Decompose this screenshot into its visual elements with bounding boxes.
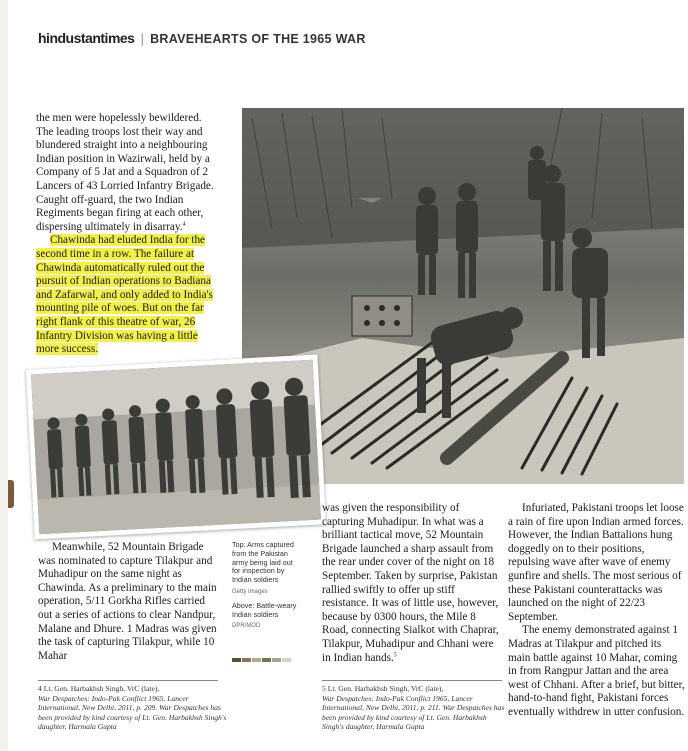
magazine-page xyxy=(8,0,688,751)
caption-above: Above: Battle-weary Indian soldiers xyxy=(232,600,297,619)
swatch-5 xyxy=(272,658,281,662)
swatch-4 xyxy=(262,658,271,662)
paragraph-1 xyxy=(36,112,216,234)
footnote-ref-4: 4 xyxy=(182,221,186,228)
section-title: BRAVEHEARTS OF THE 1965 WAR xyxy=(150,32,366,46)
highlighted-text: Chawinda had eluded India for the second time in a row. The failure at Chawinda automatically ruled out the pursuit of Indian operations to Badiana and Zafarwal, and only added to India's mounting pile of woes. But on the far right flank of this theatre of war, 26 Infantry Division was having a little more success. xyxy=(36,234,213,356)
caption-top-credit: Getty Images xyxy=(232,588,268,595)
footnote-4 xyxy=(38,684,228,732)
color-swatches xyxy=(232,658,291,662)
footnote-5-line-2: War Despatches: Indo-Pak Conflict 1965, Lancer International, New Delhi, 2011, p. 211. War Despatches has been provided by kind courtesy of Lt. Gen. Harbakhsh Singh's daughter, Harmala Gupta xyxy=(322,693,505,732)
brand-logo xyxy=(38,30,134,46)
column-left-top xyxy=(36,112,216,357)
caption-top: Top: Arms captured from the Pakistan army being laid out for inspection by Indian soldiers xyxy=(232,540,294,585)
footnote-4-line-2: War Despatches: Indo-Pak Conflict 1965, Lancer International, New Delhi, 2011, p. 209. War Despatches has been provided by kind courtesy of Lt. Gen. Harbakhsh Singh's daughter, Harmala Gupta xyxy=(38,693,227,732)
column-3-text: was given the responsibility of capturing Muhadipur. In what was a brilliant tactical move, 52 Mountain Brigade launched a sharp assault from the rear under cover of the night on 18 September. Taken by surprise, Pakistan rallied swiftly to offer up stiff resistance. It was of little use, however, because by 0300 hours, the Mile 8 Road, connecting Sialkot with Chaprar, Tilakpur, Muhadipur and Chhani were in Indian hands. xyxy=(322,502,499,664)
column-3-paragraph xyxy=(322,502,502,665)
paragraph-2 xyxy=(36,234,216,356)
photo-caption xyxy=(232,541,300,631)
page-edge-tab xyxy=(8,480,14,508)
swatch-1 xyxy=(232,658,241,662)
swatch-3 xyxy=(252,658,261,662)
column-4-paragraph-1: Infuriated, Pakistani troops let loose a rain of fire upon Indian armed forces. However, the Indian Battalions hung doggedly on to their positions, repulsing wave after wave of enemy gunfire and shells. The most serious of these Pakistani counterattacks was launched on the night of 22/23 September. xyxy=(508,502,684,623)
photo-battle-weary-soldiers-image xyxy=(31,360,321,535)
swatch-2 xyxy=(242,658,251,662)
footnote-rule-right xyxy=(322,680,502,681)
caption-above-credit: DPR/MOD xyxy=(232,623,261,630)
footnote-5 xyxy=(322,684,506,732)
column-1-bottom xyxy=(38,541,218,663)
photo-battle-weary-soldiers xyxy=(26,354,326,539)
paragraph-1-text: the men were hopelessly bewildered. The leading troops lost their way and blundered straight into a neighbouring Indian position in Wazirwali, held by a Company of 5 Jat and a Squadron of 2 Lancers of 43 Lorried Infantry Brigade. Caught off-guard, the two Indian Regiments began firing at each other, dispersing ultimately in disarray. xyxy=(36,112,214,233)
column-4-paragraph-2: The enemy demonstrated against 1 Madras at Tilakpur and pitched its main battle against 10 Mahar, coming in from Rangpur Jattan and the area west of Chhani. After a brief, but bitter, hand-to-hand fight, Pakistani forces eventually withdrew in utter confusion. xyxy=(508,624,685,718)
header-separator: | xyxy=(140,30,145,46)
footnote-ref-5: 5 xyxy=(393,651,397,658)
footnote-5-line-1: 5 Lt. Gen. Harbakhsh Singh, VrC (late), xyxy=(322,684,444,693)
column-4 xyxy=(508,502,686,720)
brand-name-part1: hindustan xyxy=(38,30,101,46)
brand-name-part2: times xyxy=(100,30,135,46)
column-3 xyxy=(322,502,502,665)
column-1-text: Meanwhile, 52 Mountain Brigade was nominated to capture Tilakpur and Muhadipur on the same night as Chawinda. As a preliminary to the main operation, 5/11 Gorkha Rifles carried out a series of actions to clear Nandpur, Malane and Dhure. 1 Madras was given the task of capturing Tilakpur, while 10 Mahar xyxy=(38,541,217,662)
page-header xyxy=(38,30,366,46)
footnote-4-line-1: 4 Lt. Gen. Harbakhsh Singh, VrC (late), xyxy=(38,684,160,693)
footnote-rule-left xyxy=(38,680,218,681)
swatch-6 xyxy=(282,658,291,662)
